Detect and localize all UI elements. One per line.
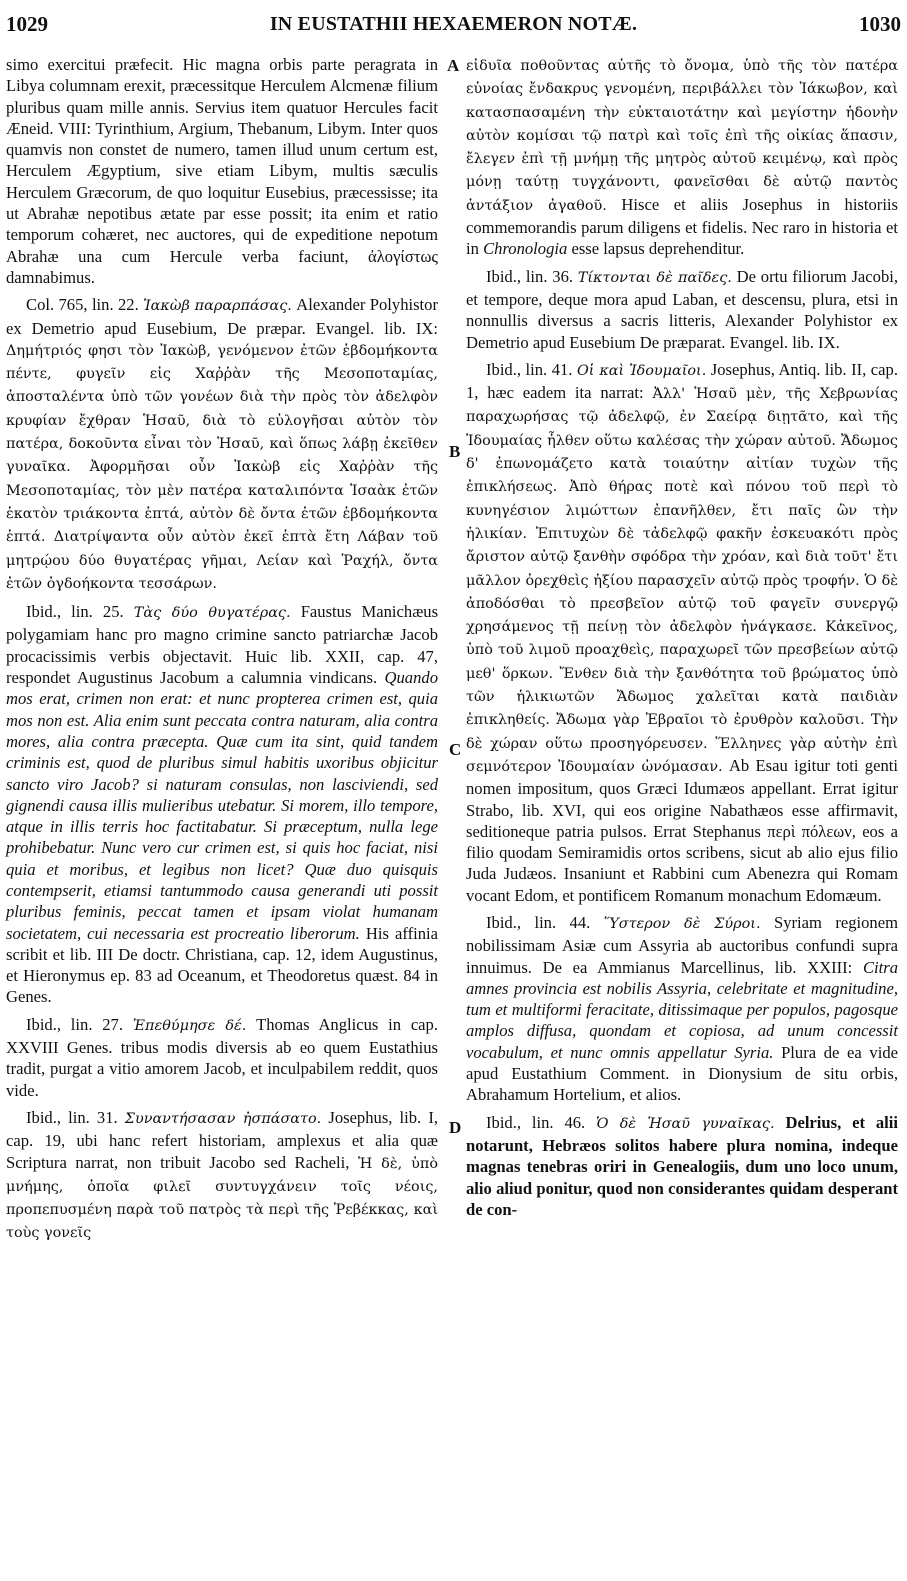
note-text: Thomas Anglicus in cap. XXVIII Genes. tribus modis diversis ab eo quem Eustathius tradit, purgat a vitio amorem Jacob, et inculpabilem reddit, quos vide. xyxy=(6,1014,438,1100)
note-reference: Ibid., lin. 41. xyxy=(486,359,573,379)
note-paragraph xyxy=(466,359,898,906)
note-reference: Ibid., lin. 44. xyxy=(486,912,591,932)
note-paragraph xyxy=(466,912,898,1106)
note-text-tail: esse lapsus deprehenditur. xyxy=(571,239,745,259)
note-text: Syriam regionem nobilissimam Asiæ cum Assyria ab auctoribus confundi supra innuimus. De ea Ammianus Marcellinus, lib. XXIII: xyxy=(466,912,899,977)
greek-quotation: Δημήτριός φησι τὸν Ἰακὼβ, γενόμενον ἐτῶν ἑβδομήκοντα πέντε, φυγεῖν εἰς Χαῤῥὰν τῆς Μεσοποταμίας, ἀποσταλέντα ὑπὸ τῶν γονέων διὰ τὴν πρὸς τὸν ἀδελφὸν κρυφίαν ἔχθραν Ἡσαῦ, διὰ τὸ εὐλογῆσαι αὐτὸν τὸν πατέρα, δοκοῦντα εἶναι τὸν Ἡσαῦ, καὶ ὅπως λάβῃ ἐκεῖθεν γυναῖκα. Ἀφορμῆσαι οὖν Ἰακὼβ εἰς Χαῤῥὰν τῆς Μεσοποταμίας, τὸν μὲν πατέρα καταλιπόντα Ἰσαὰκ ἐτῶν ἑκατὸν τριάκοντα ἑπτά, αὐτὸν δὲ ὄντα ἐτῶν ἑβδομήκοντα ἑπτά. Διατρίψαντα οὖν αὐτὸν ἐκεῖ ἑπτὰ ἔτη Λάβαν τοῦ μητρῴου δύο θυγατέρας γῆμαι, Λείαν καὶ Ῥαχήλ, ὄντα ἐτῶν ὀγδοήκοντα τεσσάρων. xyxy=(6,342,438,592)
greek-quotation: Ἡ δὲ, ὑπὸ μνήμης, ὁποῖα φιλεῖ συντυγχάνειν τοῖς νέοις, προπεπυσμένη παρὰ τοῦ πατρὸς τὰ περὶ τῆς Ῥεβέκκας, καὶ τοὺς γονεῖς xyxy=(6,1155,438,1242)
note-lemma: Ὁ δὲ Ἡσαῦ γυναῖκας. xyxy=(596,1115,775,1132)
margin-letter-b: B xyxy=(449,442,461,461)
note-text: Hisce et aliis Josephus in historiis commemorandis parum diligens et fidelis. Nec raro in historia et in xyxy=(466,194,898,259)
running-header xyxy=(0,8,907,38)
note-lemma: Συναντήσασαν ἠσπάσατο. xyxy=(124,1110,322,1127)
note-paragraph xyxy=(6,294,438,595)
note-text: Delrius, et alii notarunt, Hebræos solitos habere plura nomina, indeque magnas tenebras oriri in Genealogiis, dum uno loco unum, alio aliud ponitur, quod non considerantes quidam desperant de con- xyxy=(466,1112,899,1219)
note-paragraph xyxy=(466,266,898,353)
left-page-number: 1029 xyxy=(6,12,48,36)
right-page-number: 1030 xyxy=(859,12,901,36)
right-column xyxy=(466,54,898,1226)
note-paragraph xyxy=(6,1107,438,1245)
note-paragraph xyxy=(6,1014,438,1101)
note-text: Alexander Polyhistor ex Demetrio apud Eusebium, De præpar. Evangel. lib. IX: xyxy=(6,295,438,338)
left-column xyxy=(6,54,438,1251)
note-lemma: Ἰακὼβ παραρπάσας. xyxy=(143,298,292,315)
note-lemma: Τίκτονται δὲ παῖδες. xyxy=(577,269,732,286)
note-reference: Ibid., lin. 31. xyxy=(26,1107,118,1127)
note-text: Josephus, Antiq. lib. II, cap. 1, hæc eadem ita narrat: xyxy=(466,359,898,403)
greek-quotation: εἰδυῖα ποθοῦντας αὐτῆς τὸ ὄνομα, ὑπὸ τῆς τὸν πατέρα εὐνοίας ἔνδακρυς γενομένη, περιβάλλει τὸν Ἰάκωβον, καὶ κατασπασαμένη τὴν εὐκταιοτάτην καὶ μεγίστην ἡδονὴν αὐτὸν κομίσαι τῷ πατρὶ καὶ τοῖς ἐπὶ τῆς οἰκίας ἅπασιν, ἔλεγεν ἐπὶ τῇ μνήμῃ τῆς μητρὸς αὐτοῦ κειμένῳ, καὶ πρὸς μόνῃ ταύτῃ τυγχάνοντι, φανεῖσθαι δὲ αὐτῷ παντὸς ἀντάξιον ἀγαθοῦ. xyxy=(466,58,898,214)
note-paragraph xyxy=(466,1112,898,1220)
note-lemma: Ὕστερον δὲ Σύροι. xyxy=(603,915,761,932)
latin-quotation: Citra amnes provincia est nobilis Assyria, celebritate et magnitudine, tum et multiformi feracitate, ditissimaque per populos, pagosque amplos diffusa, quondam et copiosa, ad unum concessit vocabulum, et nunc omnis appellatur Syria. xyxy=(466,957,898,1062)
margin-letter-d: D xyxy=(449,1118,462,1137)
note-reference: Ibid., lin. 25. xyxy=(26,602,124,622)
note-text-tail: Plura de ea vide apud Eustathium Comment. in Dionysium de situ orbis, Abrahamum Hortelium, et alios. xyxy=(466,1042,899,1105)
latin-quotation: Quando mos erat, crimen non erat: et nunc propterea crimen est, quia mos non est. Alia enim sunt peccata contra naturam, alia contra mores, alia contra præcepta. Quæ cum ita sint, quid tandem criminis est, quod de pluribus simul habitis uxoribus objicitur sancto viro Jacob? si naturam consulas, non lasciviendi, sed gignendi causa illis mulieribus utebatur. Si morem, illo tempore, atque in illis terris hoc factitabatur. Si præceptum, nulla lege prohibebatur. Nunc vero cur crimen est, si quis hoc faciat, nisi quia et moribus, et legibus non licet? Quæ duo quisquis contempserit, etiamsi tantummodo causa generandi uti possit pluribus feminis, peccat tamen et ipsam violat humanam societatem, cui necessaria est procreatio liberorum. xyxy=(6,668,438,943)
note-lemma: Τὰς δύο θυγατέρας. xyxy=(133,605,291,622)
italic-title: Chronologia xyxy=(483,239,568,259)
paragraph-text: simo exercitui præfecit. Hic magna orbis parte peragrata in Libya columnam erexit, præcessitque Herculem Alcmenæ filium pluribus quam mille annis. Servius item quatuor Hercules facit Æneid. VIII: Tyrinthium, Argium, Thebanum, Libym. Inter quos quamvis non constet de numero, tamen illud unum certum est, Herculem Ægyptium, sive etiam Libym, multis sæculis Herculem Græcorum, de quo loquitur Eusebius, præcessisse; ita ut Abrahæ nepotibus ætate par esse possit; ita enim et ratio temporum cohæret, nec auctores, qui de expeditione nepotum Abrahæ una cum Hercule verba faciunt, ἀλογίστως damnabimus. xyxy=(6,55,438,287)
note-lemma: Ἐπεθύμησε δέ. xyxy=(132,1017,247,1034)
paragraph xyxy=(466,54,898,260)
note-reference: Ibid., lin. 27. xyxy=(26,1014,123,1034)
note-reference: Col. 765, lin. 22. xyxy=(26,295,139,315)
note-text: Josephus, lib. I, cap. 19, ubi hanc refert historiam, amplexus et alia quæ Scriptura narrat, non tribuit Jacobo sed Racheli, xyxy=(6,1107,438,1172)
greek-quotation: Ἀλλ' Ἡσαῦ μὲν, τῆς Χεβρωνίας παραχωρήσας τῷ ἀδελφῷ, ἐν Σαείρᾳ διῃτᾶτο, καὶ τῆς Ἰδουμαίας ἦλθεν οὕτω καλέσας τὴν χώραν αὐτοῦ. Ἄδωμος δ' ἐπωνομάζετο κατὰ τοιαύτην αἰτίαν τυχὼν τῆς ἐπικλήσεως. Ἀπὸ θήρας ποτὲ καὶ πόνου τοῦ περὶ τὸ κυνηγέσιον λιμώττων ἐπανῆλθεν, ἔτι παῖς ὢν τὴν ἡλικίαν. Ἐπιτυχὼν δὲ τἀδελφῷ φακῆν ἐσκευακότι πρὸς ἄριστον αὐτῷ ξανθὴν σφόδρα τὴν χρόαν, καὶ διὰ τοῦτ' ἔτι μᾶλλον ὀρεχθεὶς ἠξίου παρασχεῖν αὐτῷ πρὸς τροφήν. Ὁ δὲ ἀποδόσθαι τὸ πρεσβεῖον αὐτῷ τοῦ φαγεῖν συνεργῷ χρησάμενος τῇ πείνῃ τὸν ἀδελφὸν ἠνάγκασε. Κἀκεῖνος, ὑπὸ τοῦ λιμοῦ προαχθεὶς, παραχωρεῖ τῶν πρεσβείων αὐτῷ μεθ' ὅρκων. Ἔνθεν διὰ τὴν ξανθότητα τοῦ βρώματος ὑπὸ τῶν ἡλικιωτῶν Ἄδωμος χαλεῖται κατὰ παιδιὰν ἐπικληθείς. Ἄδωμα γὰρ Ἑβραῖοι τὸ ἐρυθρὸν καλοῦσι. Τὴν δὲ χώραν οὕτω προσηγόρευσεν. Ἕλληνες γὰρ αὐτὴν ἐπὶ σεμνότερον Ἰδουμαίαν ὠνόμασαν. xyxy=(466,386,898,775)
margin-letter-c: C xyxy=(449,740,462,759)
note-lemma: Οἱ καὶ Ἰδουμαῖοι. xyxy=(576,362,707,379)
note-reference: Ibid., lin. 46. xyxy=(486,1112,586,1132)
note-text-tail: Ab Esau igitur toti genti nomen impositum, quos Græci Idumæos appellant. Errat igitur Strabo, lib. XVI, qui eos origine Nabathæos esse affirmavit, seditioneque patria pulsos. Errat Stephanus περὶ πόλεων, eos a filio quodam Semiramidis ortos scribens, sicut ab alio ejus filio Juda Judæos. Insaniunt et Rabbini cum Abenezra qui Romam vocant Edom, et pontificem Romanum monachum Edomæum. xyxy=(466,755,898,905)
note-text: Faustus Manichæus polygamiam hanc pro magno crimine sancto patriarchæ Jacob procacissimis verbis objectavit. Huic lib. XXII, cap. 47, respondet Augustinus Jacobum a calumnia vindicans. xyxy=(6,602,439,688)
note-paragraph xyxy=(6,601,438,1008)
running-title: IN EUSTATHII HEXAEMERON NOTÆ. xyxy=(269,13,638,35)
paragraph xyxy=(6,54,438,288)
note-text: De ortu filiorum Jacobi, et tempore, deque mora apud Laban, et descensu, plura, etsi in nonnullis diversus a sacris litteris, Alexander Polyhistor ex Demetrio apud Eusebium De præparat. Evangel. lib. IX. xyxy=(466,266,899,352)
note-text-tail: His affinia scribit et lib. III De doctr. Christiana, cap. 12, idem Augustinus, et Hieronymus ep. 83 ad Oceanum, et Theodoretus quæst. 84 in Genes. xyxy=(6,923,438,1007)
note-reference: Ibid., lin. 36. xyxy=(486,266,574,286)
margin-letter-a: A xyxy=(447,56,460,75)
